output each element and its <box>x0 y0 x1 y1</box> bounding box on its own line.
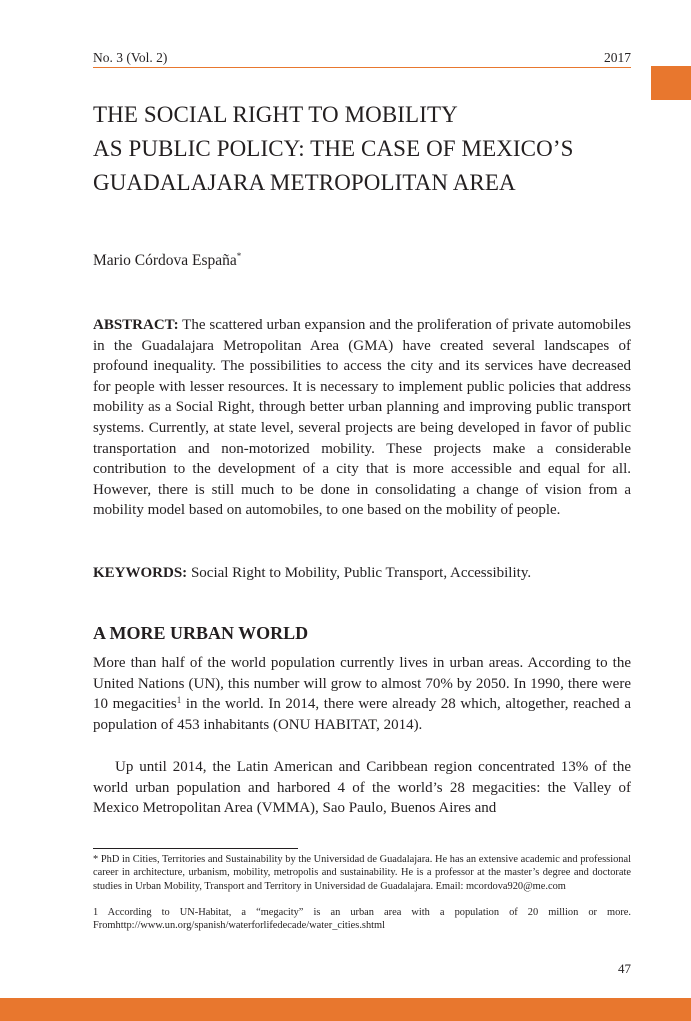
page-number: 47 <box>618 961 631 976</box>
bottom-accent-bar <box>0 998 691 1021</box>
article-title <box>93 98 653 200</box>
keywords-text: Social Right to Mobility, Public Transport, Accessibility. <box>187 565 532 581</box>
journal-issue: No. 3 (Vol. 2) <box>93 50 168 65</box>
abstract-text: The scattered urban expansion and the proliferation of private automobiles in the Guadalajara Metropolitan Area (GMA) have created several landscapes of profound inequality. The possibilities to access the city and its services have decreased for people with lesser resources. It is necessary to implement public policies that address mobility as a Social Right, through better urban planning and improving public transport systems. Currently, at state level, several projects are being developed in favor of public transportation and non-motorized mobility. These projects make a considerable contribution to the development of a city that is more accessible and equal for all. However, there is still much to be done in consolidating a change of vision from a mobility model based on automobiles, to one based on the mobility of people. <box>93 317 631 519</box>
author-name: Mario Córdova España <box>93 252 237 269</box>
body-p1-part-b: in the world. In 2014, there were already 28 which, altogether, reached a population of 453 inhabitants (ONU HABITAT, 2014). <box>93 696 631 733</box>
accent-tab <box>651 66 691 100</box>
header-rule <box>93 67 631 68</box>
section-heading: A MORE URBAN WORLD <box>93 623 309 643</box>
title-line-1: THE SOCIAL RIGHT TO MOBILITY <box>93 102 458 127</box>
body-paragraph-1 <box>93 653 631 735</box>
author-footnote-mark: * <box>236 251 242 261</box>
body-p1-part-a: More than half of the world population currently lives in urban areas. According to the United Nations (UN), this number will grow to almost 70% by 2050. In 1990, there were 10 megacities <box>93 655 631 713</box>
title-line-3: GUADALAJARA METROPOLITAN AREA <box>93 170 516 195</box>
keywords <box>93 563 631 584</box>
title-line-2: AS PUBLIC POLICY: THE CASE OF MEXICO’S <box>93 136 574 161</box>
body-paragraph-2: Up until 2014, the Latin American and Caribbean region concentrated 13% of the world urban population and harbored 4 of the world’s 28 megacities: the Valley of Mexico Metropolitan Area (VMMA), Sao Paulo, Buenos Aires and <box>93 759 631 817</box>
keywords-label: KEYWORDS: <box>93 565 188 581</box>
author-line <box>93 251 241 270</box>
footnote-author: * PhD in Cities, Territories and Sustainability by the Universidad de Guadalajara. He has an extensive academic and professional career in architecture, urbanism, mobility, metropolis and sustainability. He is a professor at the master’s degree and doctorate studies in Urban Mobility, Transport and Territory in Universidad de Guadalajara. Email: mcordova920@me.com <box>93 854 631 892</box>
journal-year: 2017 <box>604 50 631 65</box>
abstract-label: ABSTRACT: <box>93 317 179 333</box>
footnote-1: 1 According to UN-Habitat, a “megacity” is an urban area with a population of 20 million or more. Fromhttp://www.un.org/spanish/waterforlifedecade/water_cities.shtml <box>93 907 631 932</box>
footnote-rule <box>93 848 298 849</box>
abstract <box>93 315 631 521</box>
footnote-ref-1: 1 <box>176 695 182 706</box>
